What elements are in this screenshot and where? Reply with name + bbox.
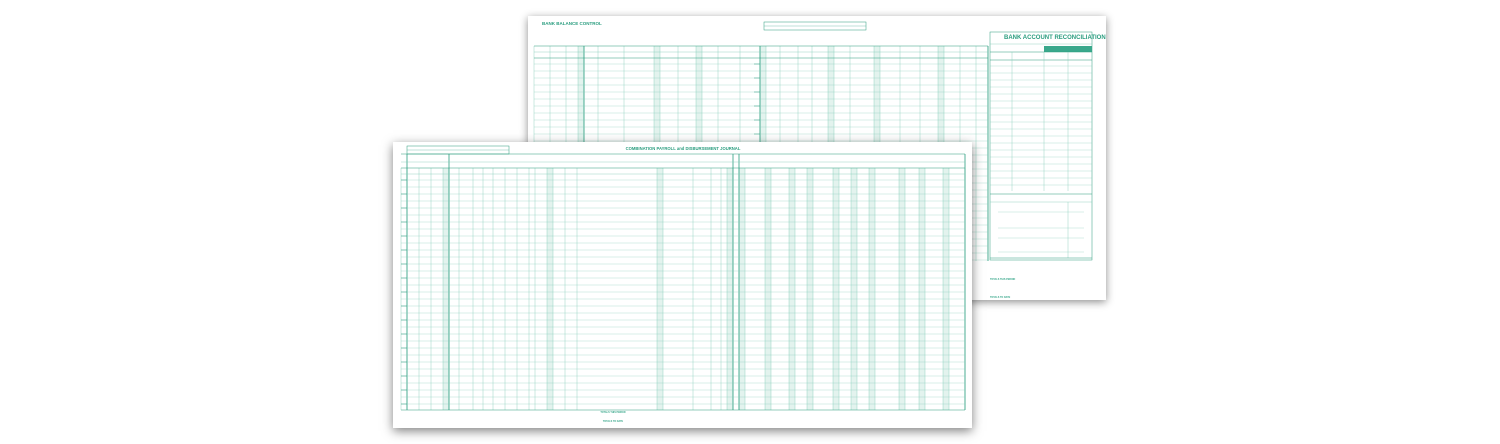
shaded-column — [765, 168, 771, 410]
shaded-column — [739, 168, 745, 410]
shaded-column — [833, 168, 839, 410]
back-footer-totals-date: TOTALS TO DATE — [990, 296, 1011, 299]
shaded-column — [657, 168, 663, 410]
shaded-column — [919, 168, 925, 410]
front-footer-totals-date: TOTALS TO DATE — [602, 420, 624, 423]
front-sheet-ruling — [401, 146, 965, 410]
bank-account-reconciliation-title: BANK ACCOUNT RECONCILIATION — [1004, 35, 1106, 41]
front-footer-totals-period: TOTALS THIS PERIOD — [600, 411, 626, 414]
back-footer-totals-period: TOTALS THIS PERIOD — [990, 278, 1016, 281]
shaded-column — [807, 168, 813, 410]
shaded-column — [789, 168, 795, 410]
shaded-column — [727, 168, 733, 410]
payroll-journal-sheet — [393, 142, 972, 428]
shaded-column — [869, 168, 875, 410]
bank-balance-control-title: BANK BALANCE CONTROL — [542, 21, 602, 26]
shaded-column — [443, 168, 449, 410]
payroll-journal-form — [393, 142, 972, 428]
shaded-column — [899, 168, 905, 410]
reconciliation-header-band — [1044, 46, 1092, 52]
shaded-column — [851, 168, 857, 410]
header-box — [990, 32, 1092, 260]
shaded-column — [943, 168, 949, 410]
shaded-column — [547, 168, 553, 410]
payroll-journal-title: COMBINATION PAYROLL and DISBURSEMENT JOURNAL — [625, 146, 741, 151]
